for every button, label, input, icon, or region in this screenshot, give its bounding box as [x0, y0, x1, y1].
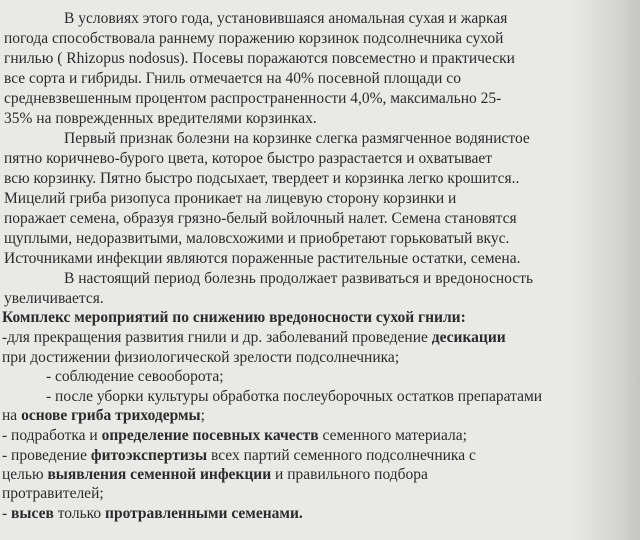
measure-6-mid: только	[53, 505, 106, 522]
measure-5-text-2: целью	[2, 466, 48, 483]
p1-line-2: погода способствовала раннему поражению корзинок подсолнечника сухой	[4, 30, 504, 47]
p1-line-4: все сорта и гибриды. Гниль отмечается на 40% посевной площади со	[4, 70, 461, 87]
measure-5-bold: фитоэкспертизы	[90, 447, 208, 464]
p2-line-2: пятно коричнево-бурого цвета, которое быстро разрастается и охватывает	[4, 150, 493, 167]
p1-line-5: средневзвешенным процентом распространенности 4,0%, максимально 25-	[4, 90, 502, 107]
p1-line-6: 35% на поврежденных вредителями корзинках.	[4, 110, 317, 127]
p1-line-1: В условиях этого года, установившаяся аномальная сухая и жаркая	[64, 10, 508, 27]
p2-line-4: Мицелий гриба ризопуса проникает на лицевую сторону корзинки и	[4, 190, 457, 207]
p2-line-7: Источниками инфекции являются пораженные растительные остатки, семена.	[4, 250, 521, 267]
measure-5-post-2: и правильного подбора	[271, 466, 428, 483]
measure-6-bold-2: протравленными семенами.	[105, 505, 303, 522]
p2-line-6: щуплыми, недоразвитыми, маловсхожими и приобретают горьковатый вкус.	[4, 230, 510, 247]
measure-3-line-1: - после уборки культуры обработка послеуборочных остатков препаратами	[46, 388, 543, 405]
p1-line-3: гнилью ( Rhizopus nodosus). Посевы поражаются повсеместно и практически	[4, 50, 515, 67]
measure-1-bold: десикации	[431, 329, 506, 346]
p2-line-1: Первый признак болезни на корзинке слегка размягченное водянистое	[64, 130, 530, 147]
p2-line-3: всю корзинку. Пятно быстро подсыхает, твердеет и корзинка легко крошится..	[4, 170, 520, 187]
measure-2: - соблюдение севооборота;	[46, 368, 224, 385]
measure-5-bold-2: выявления семенной инфекции	[47, 466, 272, 483]
measure-3-line-2	[2, 407, 205, 425]
measure-4-post: семенного материала;	[318, 427, 467, 444]
p3-line-2: увеличивается.	[4, 290, 104, 307]
measure-4-text: - подработка и	[2, 427, 102, 444]
measure-5-line-3: протравителей;	[2, 485, 104, 502]
measure-3-bold: основе гриба триходермы	[21, 407, 201, 424]
measure-6	[2, 505, 303, 523]
measure-5-text: - проведение	[2, 447, 91, 464]
p2-line-5: поражает семена, образуя грязно-белый войлочный налет. Семена становятся	[4, 210, 517, 227]
measure-6-text: -	[2, 505, 12, 522]
measure-5-line-2	[2, 466, 428, 484]
measure-5-line-1	[2, 447, 476, 465]
p3-line-1: В настоящий период болезнь продолжает развиваться и вредоносность	[64, 270, 534, 287]
measure-3-text: на	[2, 407, 22, 424]
measure-5-post: всех партий семенного подсолнечника с	[207, 447, 476, 464]
complex-heading: Комплекс мероприятий по снижению вредоносности сухой гнили:	[2, 309, 466, 326]
measure-4-bold: определение посевных качеств	[101, 427, 319, 444]
measure-1-text: -для прекращения развития гнили и др. заболеваний проведение	[2, 329, 432, 346]
measure-1-line-1	[2, 329, 506, 347]
measure-1-line-2: при достижении физиологической зрелости подсолнечника;	[2, 349, 400, 366]
measure-3-post: ;	[200, 407, 205, 424]
measure-4	[2, 427, 467, 445]
measure-6-bold: высев	[11, 505, 54, 522]
